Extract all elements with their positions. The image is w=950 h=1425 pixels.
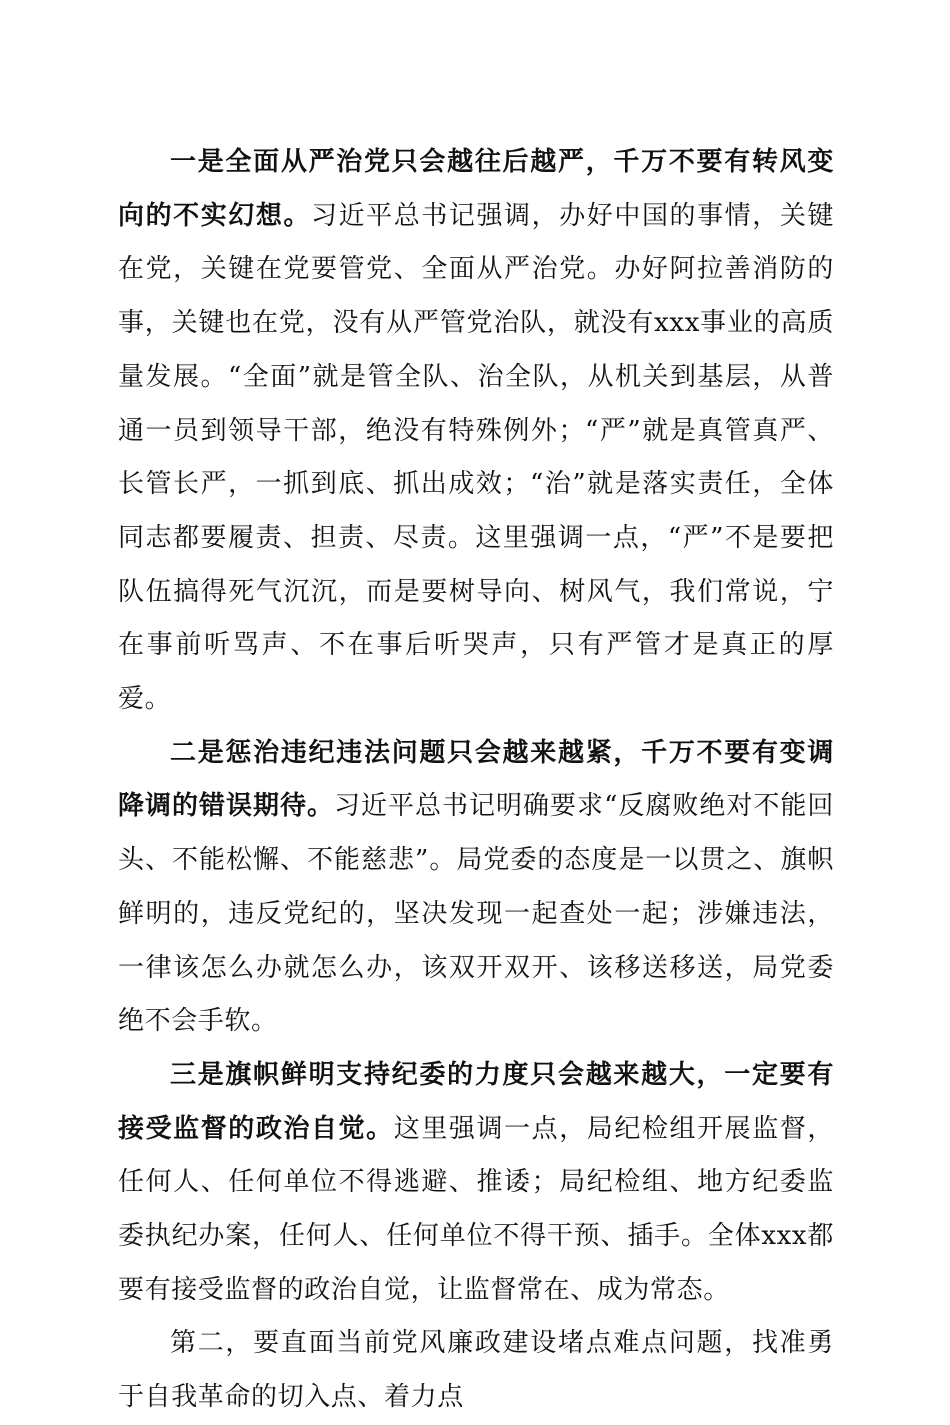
paragraph-2-lead: 二是惩治违纪违法问题只会越来越紧，千万不要有变调降调的错误期待。 bbox=[118, 737, 834, 822]
paragraph-4 bbox=[118, 1317, 834, 1424]
paragraph-1 bbox=[118, 136, 834, 727]
paragraph-1-body: 习近平总书记强调，办好中国的事情，关键在党，关键在党要管党、全面从严治党。办好阿拉善消防的事，关键也在党，没有从严管党治队，就没有xxx事业的高质量发展。“全面”就是管全队、治全队，从机关到基层，从普通一员到领导干部，绝没有特殊例外；“严”就是真管真严、长管长严，一抓到底、抓出成效；“治”就是落实责任，全体同志都要履责、担责、尽责。这里强调一点，“严”不是要把队伍搞得死气沉沉，而是要树导向、树风气，我们常说，宁在事前听骂声、不在事后听哭声，只有严管才是真正的厚爱。 bbox=[118, 200, 834, 715]
paragraph-3 bbox=[118, 1049, 834, 1318]
paragraph-3-lead: 三是旗帜鲜明支持纪委的力度只会越来越大，一定要有接受监督的政治自觉。 bbox=[118, 1059, 834, 1144]
paragraph-2-body: 习近平总书记明确要求“反腐败绝对不能回头、不能松懈、不能慈悲”。局党委的态度是一以贯之、旗帜鲜明的，违反党纪的，坚决发现一起查处一起；涉嫌违法，一律该怎么办就怎么办，该双开双开、该移送移送，局党委绝不会手软。 bbox=[118, 791, 834, 1037]
paragraph-4-body: 第二，要直面当前党风廉政建设堵点难点问题，找准勇于自我革命的切入点、着力点 bbox=[118, 1328, 834, 1413]
document-body bbox=[118, 136, 834, 1425]
paragraph-2 bbox=[118, 727, 834, 1049]
paragraph-3-body: 这里强调一点，局纪检组开展监督，任何人、任何单位不得逃避、推诿；局纪检组、地方纪委监委执纪办案，任何人、任何单位不得干预、插手。全体xxx都要有接受监督的政治自觉，让监督常在、成为常态。 bbox=[118, 1113, 834, 1305]
paragraph-1-lead: 一是全面从严治党只会越往后越严，千万不要有转风变向的不实幻想。 bbox=[118, 147, 834, 231]
